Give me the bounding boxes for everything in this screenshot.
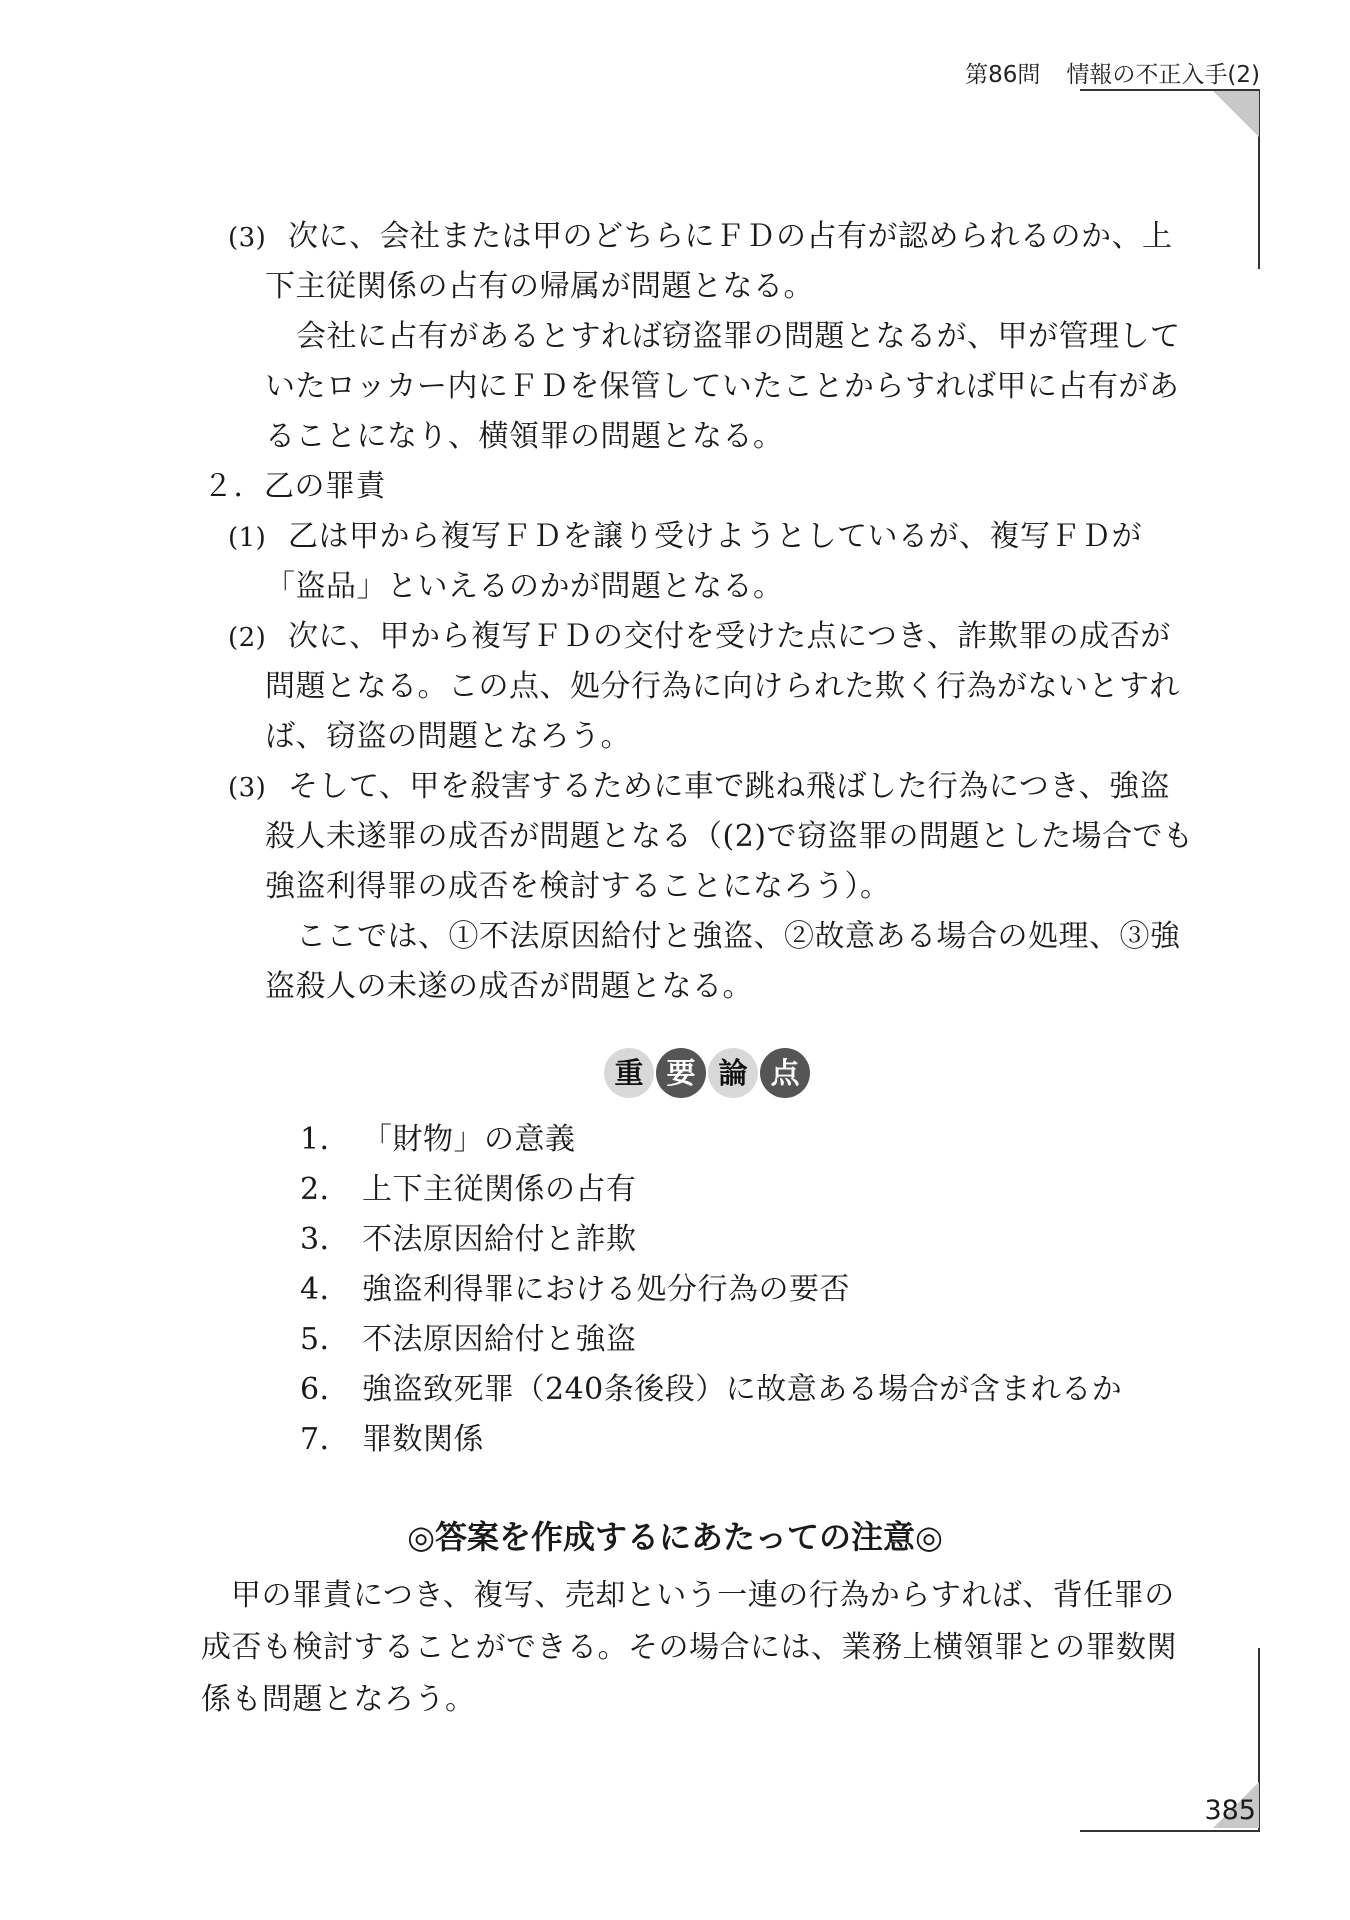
badge-char: 点 (760, 1048, 810, 1098)
key-point-number: 3． (300, 1222, 351, 1257)
key-point-text: 上下主従関係の占有 (362, 1172, 637, 1207)
chapter-title: 情報の不正入手(2) (1066, 62, 1260, 88)
key-point (300, 1265, 1122, 1315)
item-number: (3) (228, 223, 267, 253)
key-point-text: 不法原因給付と強盗 (362, 1322, 637, 1357)
key-point (300, 1415, 1122, 1465)
paragraph-line: 殺人未遂罪の成否が問題となる（(2)で窃盗罪の問題とした場合でも (265, 819, 1194, 854)
paragraph-line: 問題となる。この点、処分行為に向けられた欺く行為がないとすれ (265, 669, 1180, 704)
key-point-text: 強盗致死罪（240条後段）に故意ある場合が含まれるか (362, 1372, 1123, 1407)
key-point-number: 6． (300, 1372, 351, 1407)
paragraph-line: 強盗利得罪の成否を検討することになろう）。 (265, 869, 891, 904)
caution-heading: ◎答案を作成するにあたっての注意◎ (407, 1518, 943, 1556)
key-point-text: 「財物」の意義 (362, 1122, 576, 1157)
key-point (300, 1365, 1122, 1415)
paragraph-line: 盗殺人の未遂の成否が問題となる。 (265, 969, 753, 1004)
key-points-list (300, 1115, 1122, 1465)
list-item (228, 212, 1188, 263)
paragraph-line: いたロッカー内にＦＤを保管していたことからすれば甲に占有があ (265, 369, 1180, 404)
key-point (300, 1215, 1122, 1265)
list-item (228, 512, 1188, 563)
key-point-text: 不法原因給付と詐欺 (362, 1222, 637, 1257)
list-item (228, 612, 1188, 663)
item-number: (1) (228, 523, 267, 553)
footer-rule (1080, 1830, 1260, 1832)
key-point-text: 強盗利得罪における処分行為の要否 (362, 1272, 850, 1307)
key-point-number: 2． (300, 1172, 351, 1207)
corner-triangle-top (1213, 91, 1259, 137)
paragraph-line: 会社に占有があるとすれば窃盗罪の問題となるが、甲が管理して (296, 319, 1181, 354)
paragraph-line: 甲の罪責につき、複写、売却という一連の行為からすれば、背任罪の (231, 1578, 1175, 1613)
key-point (300, 1165, 1122, 1215)
key-point-number: 1． (300, 1122, 351, 1157)
key-point-number: 4． (300, 1272, 351, 1307)
key-point-number: 5． (300, 1322, 351, 1357)
badge-char: 要 (656, 1048, 706, 1098)
badge-char: 重 (604, 1048, 654, 1098)
badge-char: 論 (708, 1048, 758, 1098)
list-item (228, 762, 1188, 813)
paragraph-line: 次に、会社または甲のどちらにＦＤの占有が認められるのか、上 (288, 219, 1173, 254)
key-points-badge (604, 1048, 810, 1098)
key-point (300, 1315, 1122, 1365)
paragraph-line: 係も問題となろう。 (201, 1682, 476, 1717)
paragraph-line: 乙は甲から複写ＦＤを譲り受けようとしているが、複写ＦＤが (288, 519, 1142, 554)
key-point (300, 1115, 1122, 1165)
paragraph-line: ば、窃盗の問題となろう。 (265, 719, 631, 754)
item-number: (2) (228, 623, 267, 653)
key-point-text: 罪数関係 (362, 1422, 484, 1457)
running-header (965, 56, 1260, 89)
paragraph-line: ることになり、横領罪の問題となる。 (265, 419, 784, 454)
paragraph-line: 「盗品」といえるのかが問題となる。 (265, 569, 784, 604)
paragraph-line: そして、甲を殺害するために車で跳ね飛ばした行為につき、強盗 (288, 769, 1171, 804)
paragraph-line: ここでは、①不法原因給付と強盗、②故意ある場合の処理、③強 (296, 919, 1181, 954)
caution-paragraph (201, 1570, 1231, 1726)
paragraph-line: 下主従関係の占有の帰属が問題となる。 (265, 269, 814, 304)
page-number: 385 (1204, 1795, 1256, 1826)
key-point-number: 7． (300, 1422, 351, 1457)
section-heading: ２．乙の罪責 (203, 469, 386, 504)
chapter-number: 第86問 (965, 62, 1041, 88)
paragraph-line: 成否も検討することができる。その場合には、業務上横領罪との罪数関 (201, 1630, 1177, 1665)
item-number: (3) (228, 773, 267, 803)
paragraph-line: 次に、甲から複写ＦＤの交付を受けた点につき、詐欺罪の成否が (288, 619, 1171, 654)
